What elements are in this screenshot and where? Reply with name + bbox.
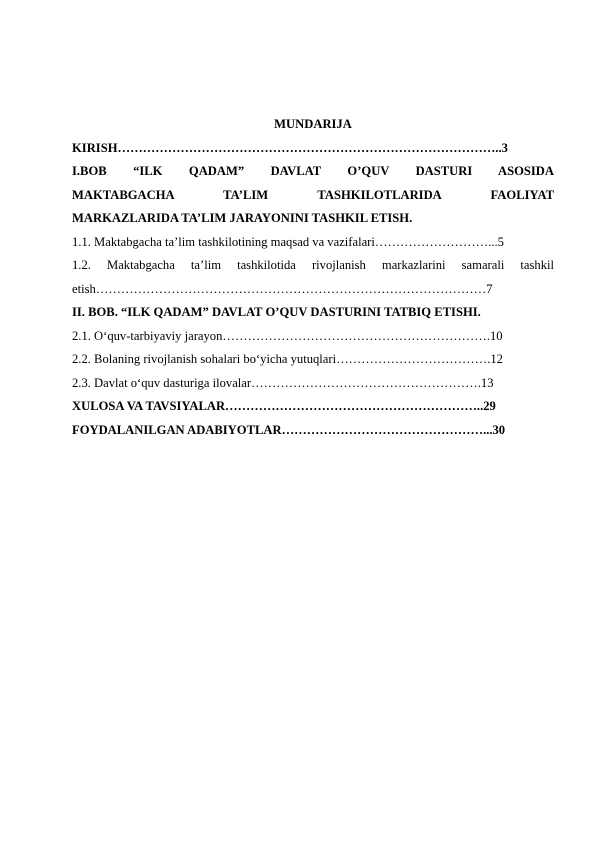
- toc-entry-kirish: KIRISH………………………………………………………………………………..3: [72, 140, 508, 155]
- toc-entry-1-1: 1.1. Maktabgacha ta’lim tashkilotining maqsad va vazifalari………………………...5: [72, 234, 504, 249]
- table-of-contents: [72, 113, 554, 442]
- toc-entry-adabiyotlar: FOYDALANILGAN ADABIYOTLAR…………………………………………...30: [72, 422, 506, 437]
- toc-entry-chapter-2: II. BOB. “ILK QADAM” DAVLAT O’QUV DASTURINI TATBIQ ETISHI.: [72, 305, 481, 319]
- toc-entry-chapter-1-line-2: MAKTABGACHA TA’LIM TASHKILOTLARIDA FAOLIYAT: [72, 187, 554, 202]
- toc-entry-1-2-line-2: etish…………………………………………………………………………………7: [72, 281, 493, 296]
- toc-entry-xulosa: XULOSA VA TAVSIYALAR……………………………………………………..29: [72, 399, 496, 413]
- toc-entry-1-2-line-1: 1.2. Maktabgacha ta’lim tashkilotida rivojlanish markazlarini samarali tashkil: [72, 258, 554, 272]
- toc-entry-chapter-1-line-1: I.BOB “ILK QADAM” DAVLAT O’QUV DASTURI ASOSIDA: [72, 164, 554, 178]
- toc-entry-2-1: 2.1. O‘quv-tarbiyaviy jarayon……………………………………………………….10: [72, 328, 503, 343]
- toc-entry-chapter-1-line-3: MARKAZLARIDA TA’LIM JARAYONINI TASHKIL ETISH.: [72, 211, 413, 225]
- toc-entry-2-2: 2.2. Bolaning rivojlanish sohalari bo‘yicha yutuqlari……………………………….12: [72, 352, 503, 366]
- toc-entry-2-3: 2.3. Davlat o‘quv dasturiga ilovalar……………………………………………….13: [72, 375, 494, 390]
- toc-title: MUNDARIJA: [274, 117, 352, 131]
